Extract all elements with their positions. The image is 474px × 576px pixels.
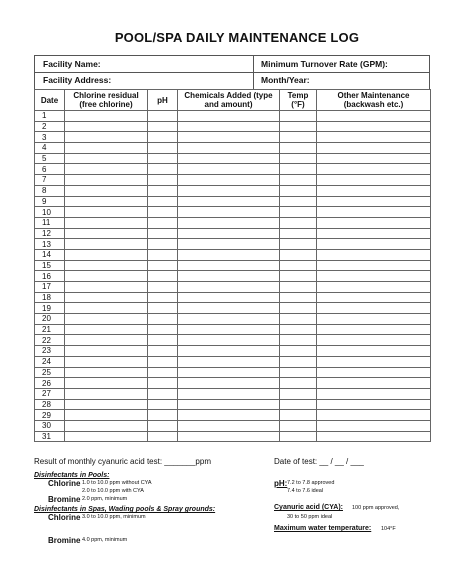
table-row [35, 356, 431, 367]
other-maintenance-cell[interactable] [317, 378, 431, 389]
day-number: 21 [35, 324, 65, 335]
ph-cell[interactable] [148, 249, 178, 260]
chlorine-cell[interactable] [65, 388, 148, 399]
month-year-label: Month/Year: [261, 75, 310, 85]
spa-chlorine-range: 3.0 to 10.0 ppm, minimum [82, 514, 146, 520]
temp-cell[interactable] [280, 303, 317, 314]
chlorine-cell[interactable] [65, 239, 148, 250]
other-maintenance-cell[interactable] [317, 399, 431, 410]
facility-name-label: Facility Name: [43, 59, 101, 69]
temp-cell[interactable] [280, 271, 317, 282]
chlorine-cell[interactable] [65, 175, 148, 186]
chlorine-cell[interactable] [65, 420, 148, 431]
chemicals-cell[interactable] [178, 121, 280, 132]
spa-heading-row [34, 504, 444, 513]
date-of-test-label: Date of test: __ / __ / ___ [274, 457, 364, 466]
column-header-chlorine: Chlorine residual (free chlorine) [65, 90, 148, 111]
other-maintenance-cell[interactable] [317, 282, 431, 293]
chemicals-cell[interactable] [178, 431, 280, 442]
chemicals-cell[interactable] [178, 217, 280, 228]
pool-chlorine-range-2: 2.0 to 10.0 ppm with CYA [82, 488, 144, 494]
day-number: 17 [35, 282, 65, 293]
column-header-other-maintenance: Other Maintenance (backwash etc.) [317, 90, 431, 111]
chemicals-cell[interactable] [178, 271, 280, 282]
table-row [35, 346, 431, 357]
facility-info-row-1 [34, 55, 430, 73]
chlorine-cell[interactable] [65, 132, 148, 143]
other-maintenance-cell[interactable] [317, 121, 431, 132]
day-number: 30 [35, 420, 65, 431]
temp-cell[interactable] [280, 249, 317, 260]
day-number: 31 [35, 431, 65, 442]
chlorine-label: Chlorine [48, 479, 81, 488]
other-maintenance-cell[interactable] [317, 431, 431, 442]
ph-cell[interactable] [148, 431, 178, 442]
ph-cell[interactable] [148, 388, 178, 399]
other-maintenance-cell[interactable] [317, 346, 431, 357]
ph-cell[interactable] [148, 420, 178, 431]
ph-cell[interactable] [148, 153, 178, 164]
table-row [35, 132, 431, 143]
table-row [35, 399, 431, 410]
temp-cell[interactable] [280, 239, 317, 250]
other-maintenance-cell[interactable] [317, 143, 431, 154]
chlorine-cell[interactable] [65, 410, 148, 421]
chlorine-cell[interactable] [65, 249, 148, 260]
table-row [35, 185, 431, 196]
temp-cell[interactable] [280, 164, 317, 175]
chlorine-cell[interactable] [65, 121, 148, 132]
day-number: 8 [35, 185, 65, 196]
other-maintenance-cell[interactable] [317, 249, 431, 260]
other-maintenance-cell[interactable] [317, 185, 431, 196]
chemicals-cell[interactable] [178, 346, 280, 357]
other-maintenance-cell[interactable] [317, 324, 431, 335]
other-maintenance-cell[interactable] [317, 153, 431, 164]
table-row [35, 196, 431, 207]
temp-cell[interactable] [280, 121, 317, 132]
chemicals-cell[interactable] [178, 356, 280, 367]
other-maintenance-cell[interactable] [317, 271, 431, 282]
table-row [35, 388, 431, 399]
ph-cell[interactable] [148, 346, 178, 357]
temp-cell[interactable] [280, 175, 317, 186]
ph-cell[interactable] [148, 314, 178, 325]
temp-cell[interactable] [280, 378, 317, 389]
ph-cell[interactable] [148, 143, 178, 154]
chlorine-cell[interactable] [65, 314, 148, 325]
ph-cell[interactable] [148, 260, 178, 271]
page-title: POOL/SPA DAILY MAINTENANCE LOG [114, 30, 360, 45]
chlorine-cell[interactable] [65, 153, 148, 164]
day-number: 16 [35, 271, 65, 282]
chemicals-cell[interactable] [178, 175, 280, 186]
other-maintenance-cell[interactable] [317, 164, 431, 175]
chemicals-cell[interactable] [178, 249, 280, 260]
ph-cell[interactable] [148, 367, 178, 378]
chlorine-cell[interactable] [65, 185, 148, 196]
spa-bromine-range: 4.0 ppm, minimum [82, 537, 128, 543]
ph-cell[interactable] [148, 196, 178, 207]
day-number: 28 [35, 399, 65, 410]
other-maintenance-cell[interactable] [317, 367, 431, 378]
chlorine-cell[interactable] [65, 260, 148, 271]
max-temp-label: Maximum water temperature: [274, 525, 372, 532]
table-row [35, 207, 431, 218]
chlorine-cell[interactable] [65, 431, 148, 442]
temp-cell[interactable] [280, 217, 317, 228]
cya-value-2: 30 to 50 ppm ideal [287, 514, 333, 520]
chlorine-cell[interactable] [65, 271, 148, 282]
chlorine-cell[interactable] [65, 207, 148, 218]
other-maintenance-cell[interactable] [317, 207, 431, 218]
temp-cell[interactable] [280, 207, 317, 218]
table-row [35, 143, 431, 154]
day-number: 19 [35, 303, 65, 314]
chemicals-cell[interactable] [178, 388, 280, 399]
ph-cell[interactable] [148, 399, 178, 410]
table-row [35, 324, 431, 335]
spa-bromine-label: Bromine [48, 536, 81, 545]
other-maintenance-cell[interactable] [317, 356, 431, 367]
table-row [35, 271, 431, 282]
max-temp-value: 104°F [381, 526, 396, 532]
chlorine-cell[interactable] [65, 164, 148, 175]
ph-label: pH: [274, 479, 288, 488]
divider [253, 72, 254, 89]
other-maintenance-cell[interactable] [317, 335, 431, 346]
day-number: 9 [35, 196, 65, 207]
chlorine-cell[interactable] [65, 228, 148, 239]
ph-cell[interactable] [148, 164, 178, 175]
table-row [35, 282, 431, 293]
column-header-temp: Temp (°F) [280, 90, 317, 111]
chlorine-cell[interactable] [65, 399, 148, 410]
chemicals-cell[interactable] [178, 153, 280, 164]
other-maintenance-cell[interactable] [317, 132, 431, 143]
temp-cell[interactable] [280, 388, 317, 399]
chlorine-cell[interactable] [65, 292, 148, 303]
other-maintenance-cell[interactable] [317, 410, 431, 421]
ph-cell[interactable] [148, 175, 178, 186]
column-header-date: Date [35, 90, 65, 111]
temp-cell[interactable] [280, 260, 317, 271]
ph-cell[interactable] [148, 121, 178, 132]
temp-cell[interactable] [280, 132, 317, 143]
table-row [35, 420, 431, 431]
day-number: 23 [35, 346, 65, 357]
facility-address-label: Facility Address: [43, 75, 112, 85]
day-number: 20 [35, 314, 65, 325]
chemicals-cell[interactable] [178, 185, 280, 196]
cya-result-label: Result of monthly cyanuric acid test: _______ppm [34, 457, 211, 466]
ph-cell[interactable] [148, 132, 178, 143]
ph-cell[interactable] [148, 111, 178, 122]
day-number: 1 [35, 111, 65, 122]
other-maintenance-cell[interactable] [317, 388, 431, 399]
chemicals-cell[interactable] [178, 324, 280, 335]
table-row [35, 378, 431, 389]
table-row [35, 260, 431, 271]
chlorine-cell[interactable] [65, 111, 148, 122]
ph-cell[interactable] [148, 324, 178, 335]
ph-cell[interactable] [148, 292, 178, 303]
temp-cell[interactable] [280, 282, 317, 293]
chemicals-cell[interactable] [178, 335, 280, 346]
chemicals-cell[interactable] [178, 282, 280, 293]
table-row [35, 431, 431, 442]
pool-bromine-range: 2.0 ppm, minimum [82, 496, 128, 502]
chemicals-cell[interactable] [178, 207, 280, 218]
table-header-row [35, 90, 431, 111]
table-row [35, 175, 431, 186]
ph-cell[interactable] [148, 217, 178, 228]
temp-cell[interactable] [280, 314, 317, 325]
day-number: 24 [35, 356, 65, 367]
day-number: 3 [35, 132, 65, 143]
other-maintenance-cell[interactable] [317, 314, 431, 325]
other-maintenance-cell[interactable] [317, 175, 431, 186]
turnover-rate-label: Minimum Turnover Rate (GPM): [261, 59, 388, 69]
chemicals-cell[interactable] [178, 196, 280, 207]
spa-heading: Disinfectants in Spas, Wading pools & Spray grounds: [34, 506, 216, 513]
temp-cell[interactable] [280, 420, 317, 431]
day-number: 11 [35, 217, 65, 228]
temp-cell[interactable] [280, 111, 317, 122]
chlorine-cell[interactable] [65, 282, 148, 293]
day-number: 25 [35, 367, 65, 378]
chlorine-cell[interactable] [65, 303, 148, 314]
chlorine-cell[interactable] [65, 196, 148, 207]
table-row [35, 292, 431, 303]
chemicals-cell[interactable] [178, 378, 280, 389]
temp-cell[interactable] [280, 335, 317, 346]
temp-cell[interactable] [280, 292, 317, 303]
day-number: 27 [35, 388, 65, 399]
table-row [35, 303, 431, 314]
temp-cell[interactable] [280, 410, 317, 421]
day-number: 22 [35, 335, 65, 346]
ph-cell[interactable] [148, 378, 178, 389]
cya-value: 100 ppm approved, [352, 505, 400, 511]
chemicals-cell[interactable] [178, 314, 280, 325]
temp-cell[interactable] [280, 324, 317, 335]
ph-cell[interactable] [148, 185, 178, 196]
ph-value: 7.2 to 7.8 approved [287, 480, 335, 486]
table-row [35, 164, 431, 175]
temp-cell[interactable] [280, 153, 317, 164]
chemicals-cell[interactable] [178, 260, 280, 271]
chlorine-cell[interactable] [65, 367, 148, 378]
other-maintenance-cell[interactable] [317, 228, 431, 239]
facility-info-row-2 [34, 72, 430, 90]
day-number: 12 [35, 228, 65, 239]
chlorine-cell[interactable] [65, 356, 148, 367]
chemicals-cell[interactable] [178, 410, 280, 421]
ph-cell[interactable] [148, 356, 178, 367]
other-maintenance-cell[interactable] [317, 239, 431, 250]
day-number: 5 [35, 153, 65, 164]
temp-cell[interactable] [280, 367, 317, 378]
day-number: 29 [35, 410, 65, 421]
temp-cell[interactable] [280, 228, 317, 239]
bromine-label: Bromine [48, 495, 81, 504]
day-number: 14 [35, 249, 65, 260]
chlorine-cell[interactable] [65, 217, 148, 228]
table-row [35, 153, 431, 164]
ph-cell[interactable] [148, 410, 178, 421]
other-maintenance-cell[interactable] [317, 196, 431, 207]
ph-cell[interactable] [148, 228, 178, 239]
cya-label: Cyanuric acid (CYA): [274, 504, 343, 511]
ph-cell[interactable] [148, 282, 178, 293]
chemicals-cell[interactable] [178, 164, 280, 175]
maintenance-log-table [34, 89, 431, 442]
pools-heading: Disinfectants in Pools: [34, 472, 110, 479]
day-number: 2 [35, 121, 65, 132]
temp-cell[interactable] [280, 143, 317, 154]
day-number: 7 [35, 175, 65, 186]
chemicals-cell[interactable] [178, 239, 280, 250]
ph-cell[interactable] [148, 207, 178, 218]
table-body [35, 111, 431, 442]
other-maintenance-cell[interactable] [317, 303, 431, 314]
other-maintenance-cell[interactable] [317, 111, 431, 122]
temp-cell[interactable] [280, 196, 317, 207]
pool-chlorine-range-1: 1.0 to 10.0 ppm without CYA [82, 480, 152, 486]
ph-cell[interactable] [148, 303, 178, 314]
chemicals-cell[interactable] [178, 132, 280, 143]
other-maintenance-cell[interactable] [317, 260, 431, 271]
chlorine-cell[interactable] [65, 335, 148, 346]
day-number: 13 [35, 239, 65, 250]
column-header-ph: pH [148, 90, 178, 111]
day-number: 26 [35, 378, 65, 389]
ph-cell[interactable] [148, 271, 178, 282]
chlorine-cell[interactable] [65, 346, 148, 357]
chlorine-cell[interactable] [65, 378, 148, 389]
table-row [35, 228, 431, 239]
temp-cell[interactable] [280, 346, 317, 357]
chemicals-cell[interactable] [178, 420, 280, 431]
table-row [35, 249, 431, 260]
other-maintenance-cell[interactable] [317, 292, 431, 303]
ph-cell[interactable] [148, 335, 178, 346]
chemicals-cell[interactable] [178, 399, 280, 410]
chemicals-cell[interactable] [178, 367, 280, 378]
cya-result-row [34, 457, 444, 466]
chlorine-cell[interactable] [65, 324, 148, 335]
table-row [35, 410, 431, 421]
chemicals-cell[interactable] [178, 143, 280, 154]
day-number: 10 [35, 207, 65, 218]
table-row [35, 111, 431, 122]
table-row [35, 121, 431, 132]
temp-cell[interactable] [280, 185, 317, 196]
ph-cell[interactable] [148, 239, 178, 250]
day-number: 4 [35, 143, 65, 154]
temp-cell[interactable] [280, 356, 317, 367]
chemicals-cell[interactable] [178, 292, 280, 303]
day-number: 6 [35, 164, 65, 175]
other-maintenance-cell[interactable] [317, 420, 431, 431]
ph-value-2: 7.4 to 7.6 ideal [287, 488, 324, 494]
table-row [35, 217, 431, 228]
divider [253, 56, 254, 72]
temp-cell[interactable] [280, 431, 317, 442]
chemicals-cell[interactable] [178, 303, 280, 314]
column-header-chemicals: Chemicals Added (type and amount) [178, 90, 280, 111]
day-number: 18 [35, 292, 65, 303]
day-number: 15 [35, 260, 65, 271]
table-row [35, 335, 431, 346]
table-row [35, 239, 431, 250]
chlorine-cell[interactable] [65, 143, 148, 154]
chemicals-cell[interactable] [178, 111, 280, 122]
temp-cell[interactable] [280, 399, 317, 410]
chemicals-cell[interactable] [178, 228, 280, 239]
spa-chlorine-label: Chlorine [48, 513, 81, 522]
table-row [35, 367, 431, 378]
table-row [35, 314, 431, 325]
other-maintenance-cell[interactable] [317, 217, 431, 228]
